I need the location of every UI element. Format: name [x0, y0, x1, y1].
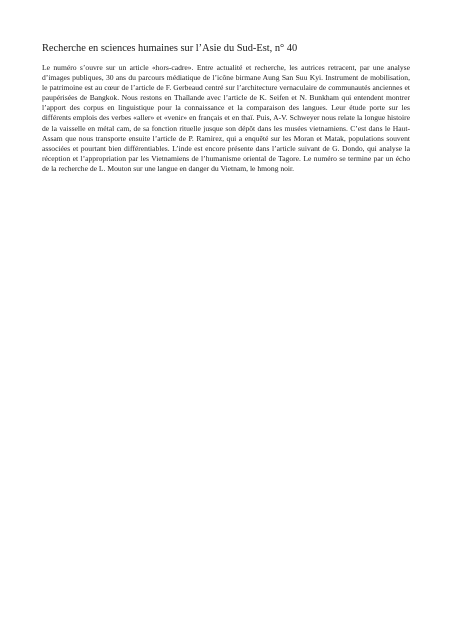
document-title: Recherche en sciences humaines sur l’Asie du Sud-Est, n° 40 [42, 43, 298, 54]
document-paragraph: Le numéro s’ouvre sur un article «hors-cadre». Entre actualité et recherche, les autrices retracent, par une analyse d’images publiques, 30 ans du parcours médiatique de l’icône birmane Aung San Suu Kyi. Instrument de mobilisation, le patrimoine est au cœur de l’article de F. Gerbeaud centré sur l’architecture vernaculaire de communautés anciennes et paupérisées de Bangkok. Nous restons en Thaïlande avec l’article de K. Seifen et N. Bunkham qui entendent montrer l’apport des corpus en linguistique pour la connaissance et la comparaison des langues. Leur étude porte sur les différents emplois des verbes «aller» et «venir» en français et en thaï. Puis, A-V. Schweyer nous relate la longue histoire de la vaisselle en métal cam, de sa fonction rituelle jusque son dépôt dans les musées vietnamiens. C’est dans le Haut-Assam que nous transporte ensuite l’article de P. Ramirez, qui a enquêté sur les Moran et Matak, populations souvent associées et pourtant bien différentiables. L’inde est encore présente dans l’article suivant de G. Dondo, qui analyse la réception et l’appropriation par les Vietnamiens de l’humanisme oriental de Tagore. Le numéro se termine par un écho de la recherche de L. Mouton sur une langue en danger du Vietnam, le hmong noir. [42, 63, 410, 173]
document-page [42, 42, 410, 174]
